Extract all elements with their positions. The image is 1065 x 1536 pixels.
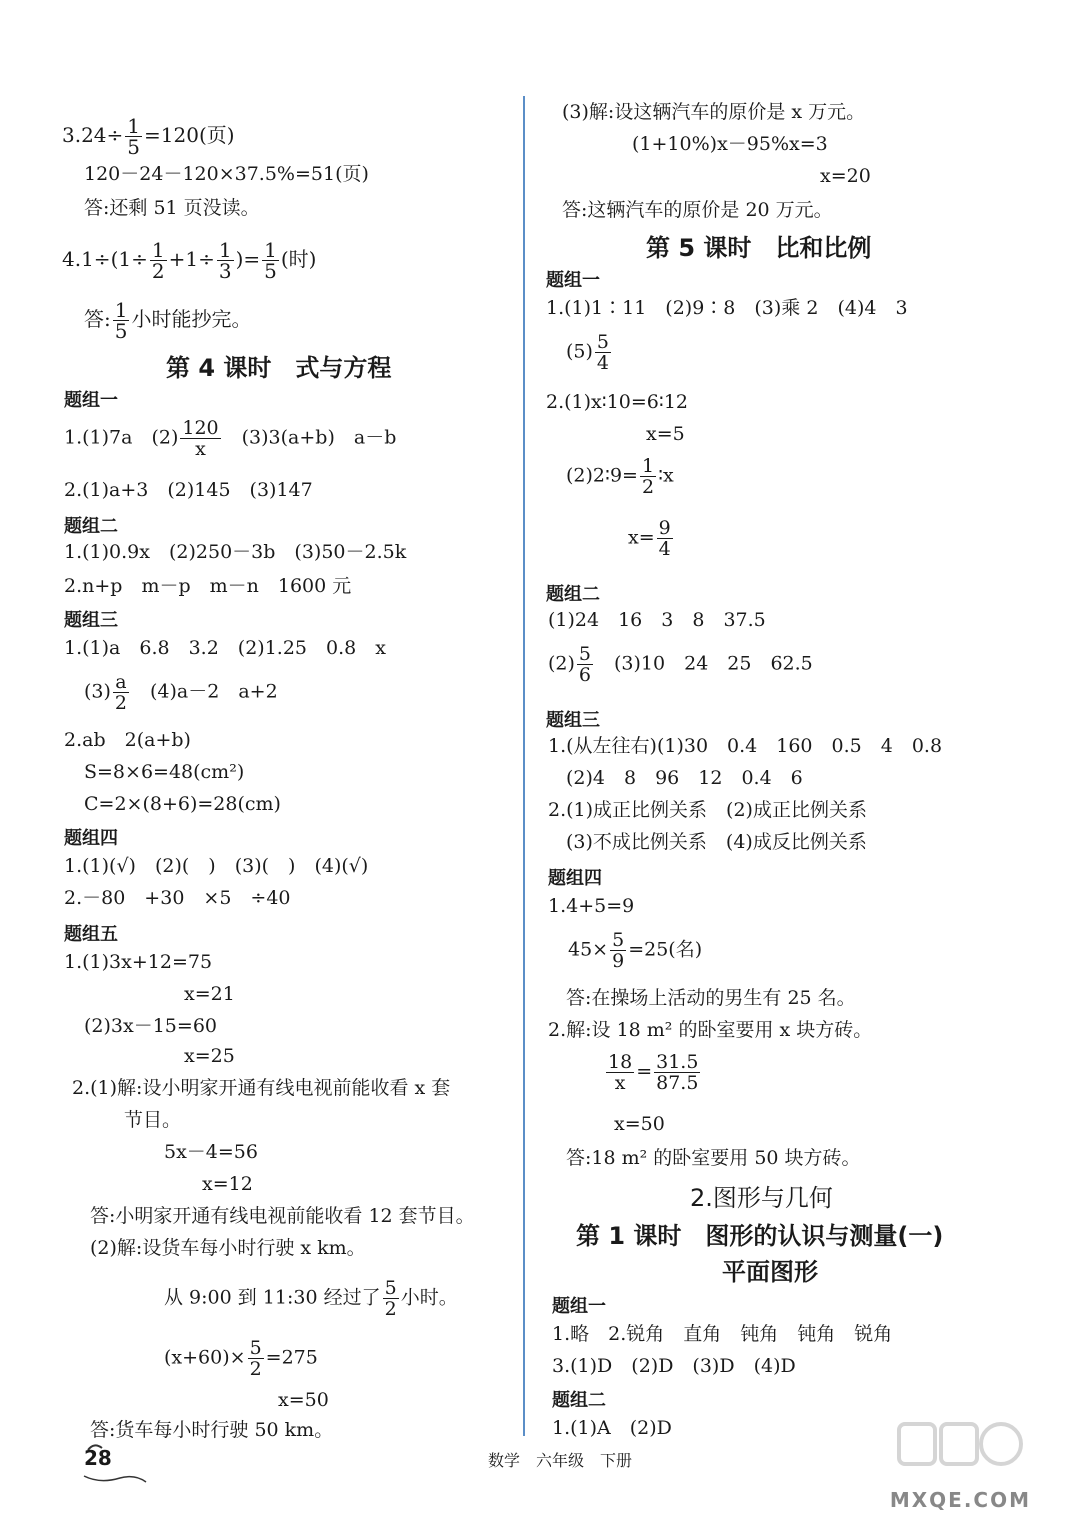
right-line-3: x=20 xyxy=(820,165,871,187)
left-g5-line-2: x=21 xyxy=(184,983,235,1005)
left-g5-line-14: 答:货车每小时行驶 50 km。 xyxy=(90,1419,334,1441)
right-g1-line-4: x=5 xyxy=(646,423,685,445)
right-g4-line-6: x=50 xyxy=(614,1113,665,1135)
left-g2-line-1: 1.(1)0.9x (2)250－3b (3)50－2.5k xyxy=(64,541,407,563)
group-heading: 题组三 xyxy=(64,610,118,631)
right-g4-line-7: 答:18 m² 的卧室要用 50 块方砖。 xyxy=(566,1147,861,1169)
right-s-g1-line-1: 1.略 2.锐角 直角 钝角 钝角 锐角 xyxy=(552,1323,893,1345)
section2-title: 2.图形与几何 xyxy=(690,1184,833,1212)
group-heading: 题组一 xyxy=(64,390,118,411)
group-heading: 题组四 xyxy=(548,868,602,889)
left-g5-line-11: 从 9:00 到 11:30 经过了 $\frac{5}{2}$ 小时。 xyxy=(164,1277,458,1320)
right-g1-line-5: (2)2∶9= $\frac{1}{2}$ ∶x xyxy=(566,455,674,498)
right-s-g2-line-1: 1.(1)A (2)D xyxy=(552,1417,672,1439)
left-g3-line-5: C=2×(8+6)=28(cm) xyxy=(84,793,281,815)
left-line-3: 答:还剩 51 页没读。 xyxy=(84,197,260,219)
left-g5-line-10: (2)解:设货车每小时行驶 x km。 xyxy=(90,1237,366,1259)
right-g1-line-2: (5) $\frac{5}{4}$ xyxy=(566,331,610,374)
right-g4-line-2: 45× $\frac{5}{9}$ =25(名) xyxy=(568,929,703,972)
left-g5-line-9: 答:小明家开通有线电视前能收看 12 套节目。 xyxy=(90,1205,475,1227)
right-g1-line-1: 1.(1)1∶11 (2)9∶8 (3)乘 2 (4)4 3 xyxy=(546,297,908,319)
left-g5-line-7: 5x－4=56 xyxy=(164,1141,258,1163)
left-line-2: 120－24－120×37.5%=51(页) xyxy=(84,163,369,185)
right-g1-line-3: 2.(1)x∶10=6∶12 xyxy=(546,391,689,413)
left-g5-line-5: 2.(1)解:设小明家开通有线电视前能收看 x 套 xyxy=(72,1077,451,1099)
group-heading: 题组二 xyxy=(552,1390,606,1411)
group-heading: 题组二 xyxy=(64,516,118,537)
fraction: $\frac{1}{5}$ xyxy=(127,114,141,159)
right-line-2: (1+10%)x－95%x=3 xyxy=(632,133,828,155)
left-g5-line-1: 1.(1)3x+12=75 xyxy=(64,951,213,973)
left-g3-line-4: S=8×6=48(cm²) xyxy=(84,761,245,783)
lesson5-title: 第 5 课时 比和比例 xyxy=(646,234,872,262)
left-g5-line-12: (x+60)× $\frac{5}{2}$ =275 xyxy=(164,1337,318,1380)
right-g3-line-3: 2.(1)成正比例关系 (2)成正比例关系 xyxy=(548,799,867,821)
group-heading: 题组二 xyxy=(546,584,600,605)
left-g4-line-2: 2.－80 +30 ×5 ÷40 xyxy=(64,887,291,909)
left-g5-line-13: x=50 xyxy=(278,1389,329,1411)
right-s-g1-line-2: 3.(1)D (2)D (3)D (4)D xyxy=(552,1355,796,1377)
lesson1-title: 第 1 课时 图形的认识与测量(一) xyxy=(576,1222,944,1250)
left-g1-line-2: 2.(1)a+3 (2)145 (3)147 xyxy=(64,479,313,501)
lesson1-subtitle: 平面图形 xyxy=(722,1258,818,1286)
watermark-text: MXQE.COM xyxy=(889,1488,1031,1512)
page-number: 28 xyxy=(84,1446,112,1470)
right-g2-line-1: (1)24 16 3 8 37.5 xyxy=(548,609,766,631)
left-line-5: 答: $\frac{1}{5}$ 小时能抄完。 xyxy=(84,298,252,343)
lesson4-title: 第 4 课时 式与方程 xyxy=(166,354,392,382)
left-g2-line-2: 2.n+p m－p m－n 1600 元 xyxy=(64,575,352,597)
left-g5-line-3: (2)3x－15=60 xyxy=(84,1015,217,1037)
left-g3-line-2: (3) $\frac{a}{2}$ (4)a－2 a+2 xyxy=(84,671,278,714)
left-line-4: 4.1÷(1÷ $\frac{1}{2}$ +1÷ $\frac{1}{3}$ )= $\frac{1}{5}$ (时) xyxy=(62,238,317,283)
column-divider xyxy=(523,96,525,1436)
left-g3-line-1: 1.(1)a 6.8 3.2 (2)1.25 0.8 x xyxy=(64,637,386,659)
right-g4-line-4: 2.解:设 18 m² 的卧室要用 x 块方砖。 xyxy=(548,1019,873,1041)
right-line-4: 答:这辆汽车的原价是 20 万元。 xyxy=(562,199,833,221)
left-g5-line-8: x=12 xyxy=(202,1173,253,1195)
right-g4-line-1: 1.4+5=9 xyxy=(548,895,635,917)
group-heading: 题组三 xyxy=(546,710,600,731)
right-g4-line-5: $\frac{18}{x}$ = $\frac{31.5}{87.5}$ xyxy=(608,1051,699,1094)
left-g4-line-1: 1.(1)(√) (2)( ) (3)( ) (4)(√) xyxy=(64,855,369,877)
right-g1-line-6: x= $\frac{9}{4}$ xyxy=(628,517,671,560)
left-g5-line-6: 节目。 xyxy=(124,1109,182,1131)
left-g5-line-4: x=25 xyxy=(184,1045,235,1067)
group-heading: 题组一 xyxy=(552,1296,606,1317)
group-heading: 题组四 xyxy=(64,828,118,849)
right-g4-line-3: 答:在操场上活动的男生有 25 名。 xyxy=(566,987,856,1009)
left-line-1: 3.24÷ $\frac{1}{5}$ =120(页) xyxy=(62,114,235,159)
right-g3-line-4: (3)不成比例关系 (4)成反比例关系 xyxy=(566,831,867,853)
left-g1-line-1: 1.(1)7a (2) $\frac{120}{x}$ (3)3(a+b) a－b xyxy=(64,417,397,460)
book-title-footer: 数学 六年级 下册 xyxy=(488,1451,633,1470)
right-g2-line-2: (2) $\frac{5}{6}$ (3)10 24 25 62.5 xyxy=(548,643,813,686)
left-g3-line-3: 2.ab 2(a+b) xyxy=(64,729,191,751)
group-heading: 题组五 xyxy=(64,924,118,945)
right-g3-line-2: (2)4 8 96 12 0.4 6 xyxy=(566,767,803,789)
right-g3-line-1: 1.(从左往右)(1)30 0.4 160 0.5 4 0.8 xyxy=(548,735,943,757)
group-heading: 题组一 xyxy=(546,270,600,291)
right-line-1: (3)解:设这辆汽车的原价是 x 万元。 xyxy=(562,101,866,123)
